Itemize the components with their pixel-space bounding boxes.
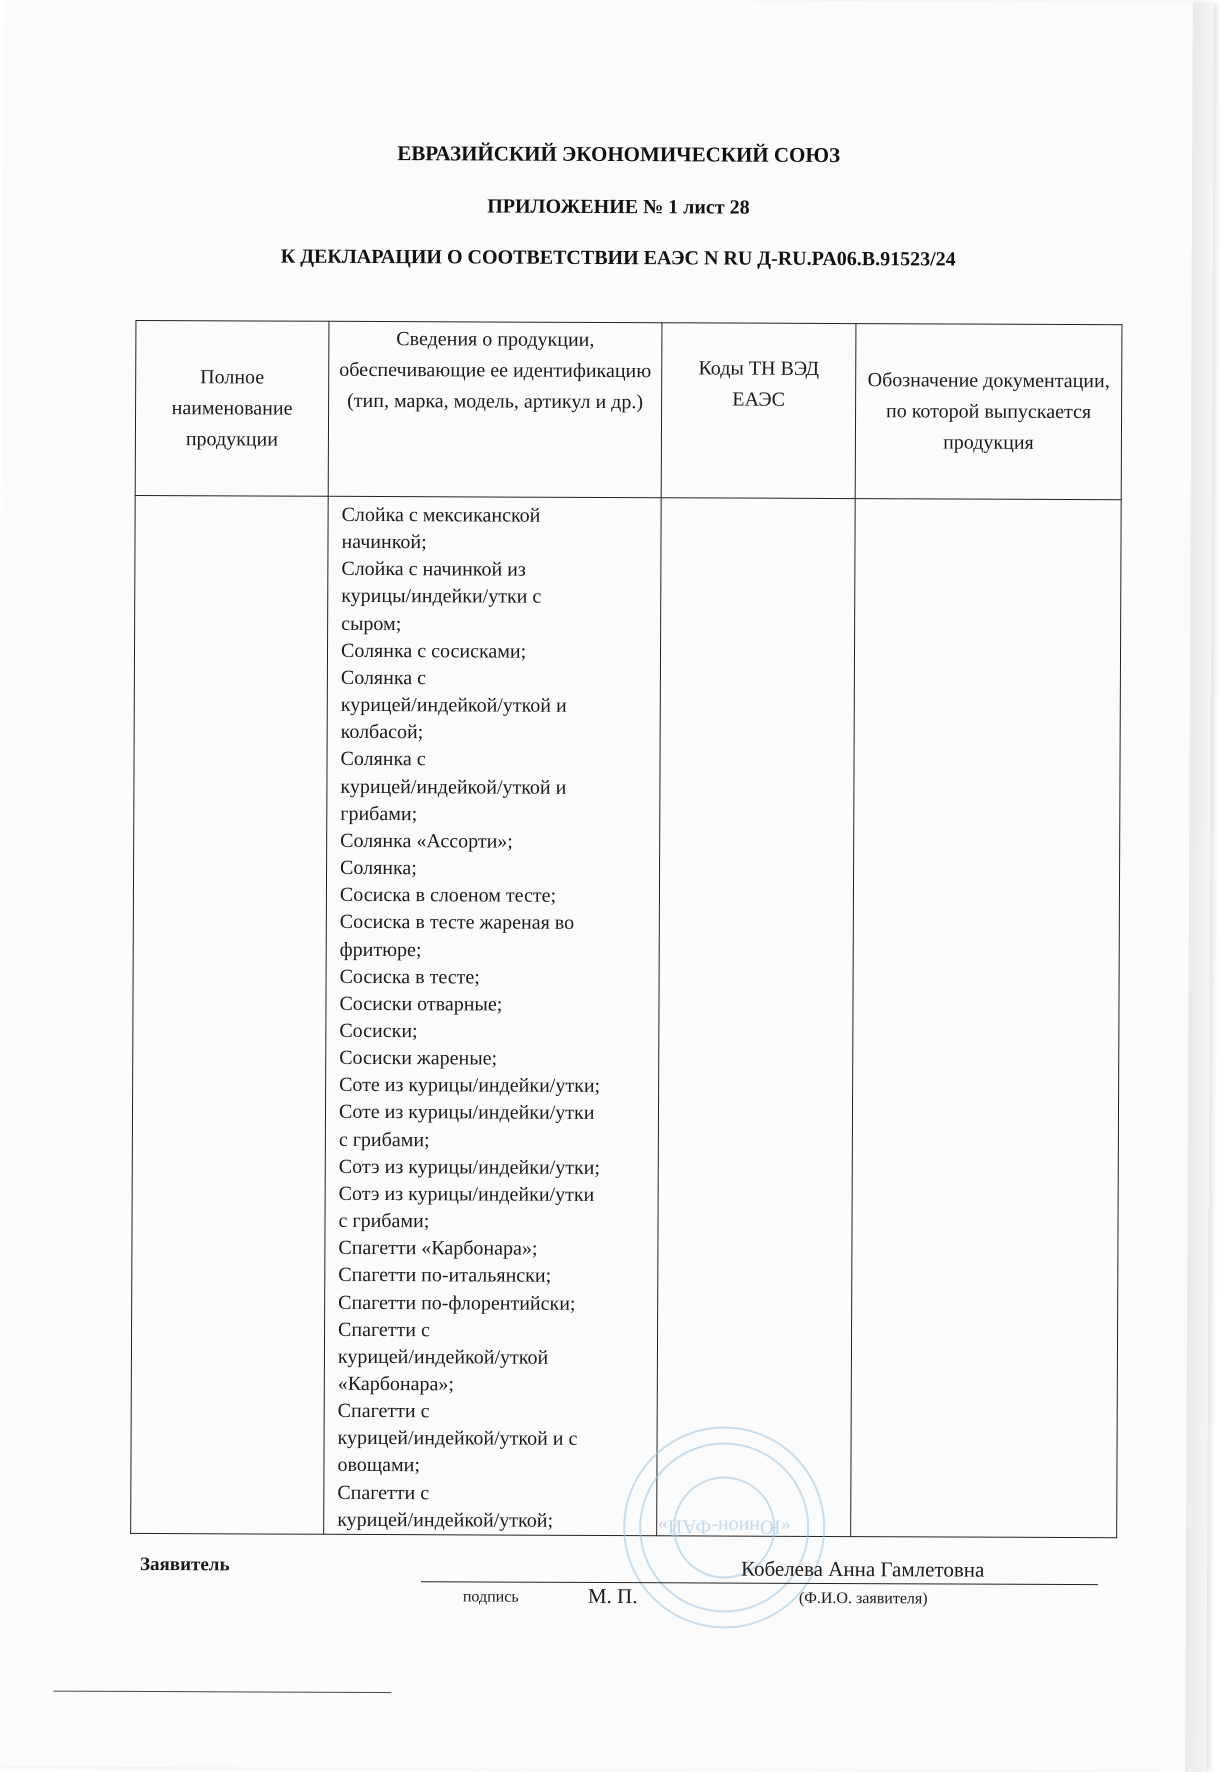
product-line: фритюре;	[339, 938, 422, 961]
applicant-name: Кобелева Анна Гамлетовна	[740, 1556, 985, 1582]
column-header-product-info: Сведения о продукции, обеспечивающие ее идентификацию (тип, марка, модель, артикул и др.)	[328, 321, 662, 497]
product-line: начинкой;	[341, 531, 427, 554]
product-line: Сотэ из курицы/индейки/утки;	[338, 1155, 601, 1179]
applicant-label: Заявитель	[139, 1553, 230, 1576]
product-line: курицей/индейкой/уткой и	[340, 775, 567, 799]
product-line: Сосиски отварные;	[339, 992, 503, 1016]
round-seal-stamp	[609, 1412, 840, 1643]
product-line: Солянка;	[340, 856, 417, 880]
table-header-row	[135, 320, 1122, 499]
product-line: курицей/индейкой/уткой	[337, 1345, 549, 1369]
product-line: Солянка с сосисками;	[340, 639, 527, 663]
product-line: Солянка с	[340, 666, 427, 690]
product-line: Спагетти по-флорентийски;	[338, 1291, 576, 1315]
product-line: курицей/индейкой/уткой и	[340, 693, 567, 717]
products-table	[130, 320, 1122, 1538]
signature-label: подпись	[462, 1588, 519, 1606]
fio-label: (Ф.И.О. заявителя)	[798, 1589, 928, 1608]
product-line: сыром;	[341, 612, 402, 635]
product-line: курицы/индейки/утки с	[341, 585, 542, 609]
header-appendix-title: ПРИЛОЖЕНИЕ № 1 лист 28	[487, 195, 750, 219]
product-line: Спагетти с	[337, 1399, 430, 1423]
cell-product-info	[324, 496, 662, 1535]
product-line: с грибами;	[338, 1128, 430, 1151]
product-line: Слойка с начинкой из	[341, 558, 526, 581]
product-line: Сосиска в тесте;	[339, 965, 480, 989]
product-line: колбасой;	[340, 721, 424, 744]
table-row	[131, 495, 1122, 1537]
header-declaration-number: К ДЕКЛАРАЦИИ О СООТВЕТСТВИИ ЕАЭС N RU Д-RU.PA06.B.91523/24	[280, 245, 956, 271]
product-line: овощами;	[337, 1454, 421, 1477]
product-line: Соте из курицы/индейки/утки;	[339, 1074, 601, 1098]
product-line: курицей/индейкой/уткой и с	[337, 1427, 578, 1451]
product-line: Сосиски;	[339, 1019, 418, 1043]
product-list	[324, 497, 661, 1535]
product-line: Спагетти с	[338, 1318, 430, 1341]
product-line: Сосиска в слоеном тесте;	[339, 884, 557, 907]
product-line: с грибами;	[338, 1209, 430, 1233]
cell-documentation	[851, 499, 1122, 1538]
column-header-documentation: Обозначение документации, по которой выпускается продукция	[855, 324, 1122, 500]
product-line: Спагетти «Карбонара»;	[338, 1237, 538, 1260]
product-line: Соте из курицы/индейки/утки	[338, 1101, 595, 1125]
column-header-product-name: Полное наименование продукции	[135, 320, 329, 496]
column-header-tn-ved-codes: Коды ТН ВЭД ЕАЭС	[661, 323, 856, 499]
product-line: курицей/индейкой/уткой;	[337, 1508, 554, 1532]
seal-text: «Юнион-ФАЙ»	[657, 1515, 791, 1538]
product-line: Сосиски жареные;	[339, 1046, 498, 1070]
product-line: «Карбонара»;	[337, 1372, 455, 1396]
product-line: Слойка с мексиканской	[341, 503, 541, 527]
product-line: Солянка с	[340, 748, 426, 771]
cell-product-name	[131, 495, 329, 1534]
product-line: Спагетти по-итальянски;	[338, 1264, 552, 1288]
product-line: Спагетти с	[337, 1481, 430, 1504]
seal-label: М. П.	[587, 1583, 638, 1609]
product-line: Солянка «Ассорти»;	[340, 829, 513, 853]
product-line: грибами;	[340, 802, 418, 825]
product-line: Сотэ из курицы/индейки/утки	[338, 1182, 595, 1206]
bottom-divider	[53, 1691, 391, 1693]
product-line: Сосиска в тесте жареная во	[339, 911, 575, 935]
cell-tn-ved-codes	[657, 498, 856, 1537]
header-union-title: ЕВРАЗИЙСКИЙ ЭКОНОМИЧЕСКИЙ СОЮЗ	[397, 141, 841, 168]
